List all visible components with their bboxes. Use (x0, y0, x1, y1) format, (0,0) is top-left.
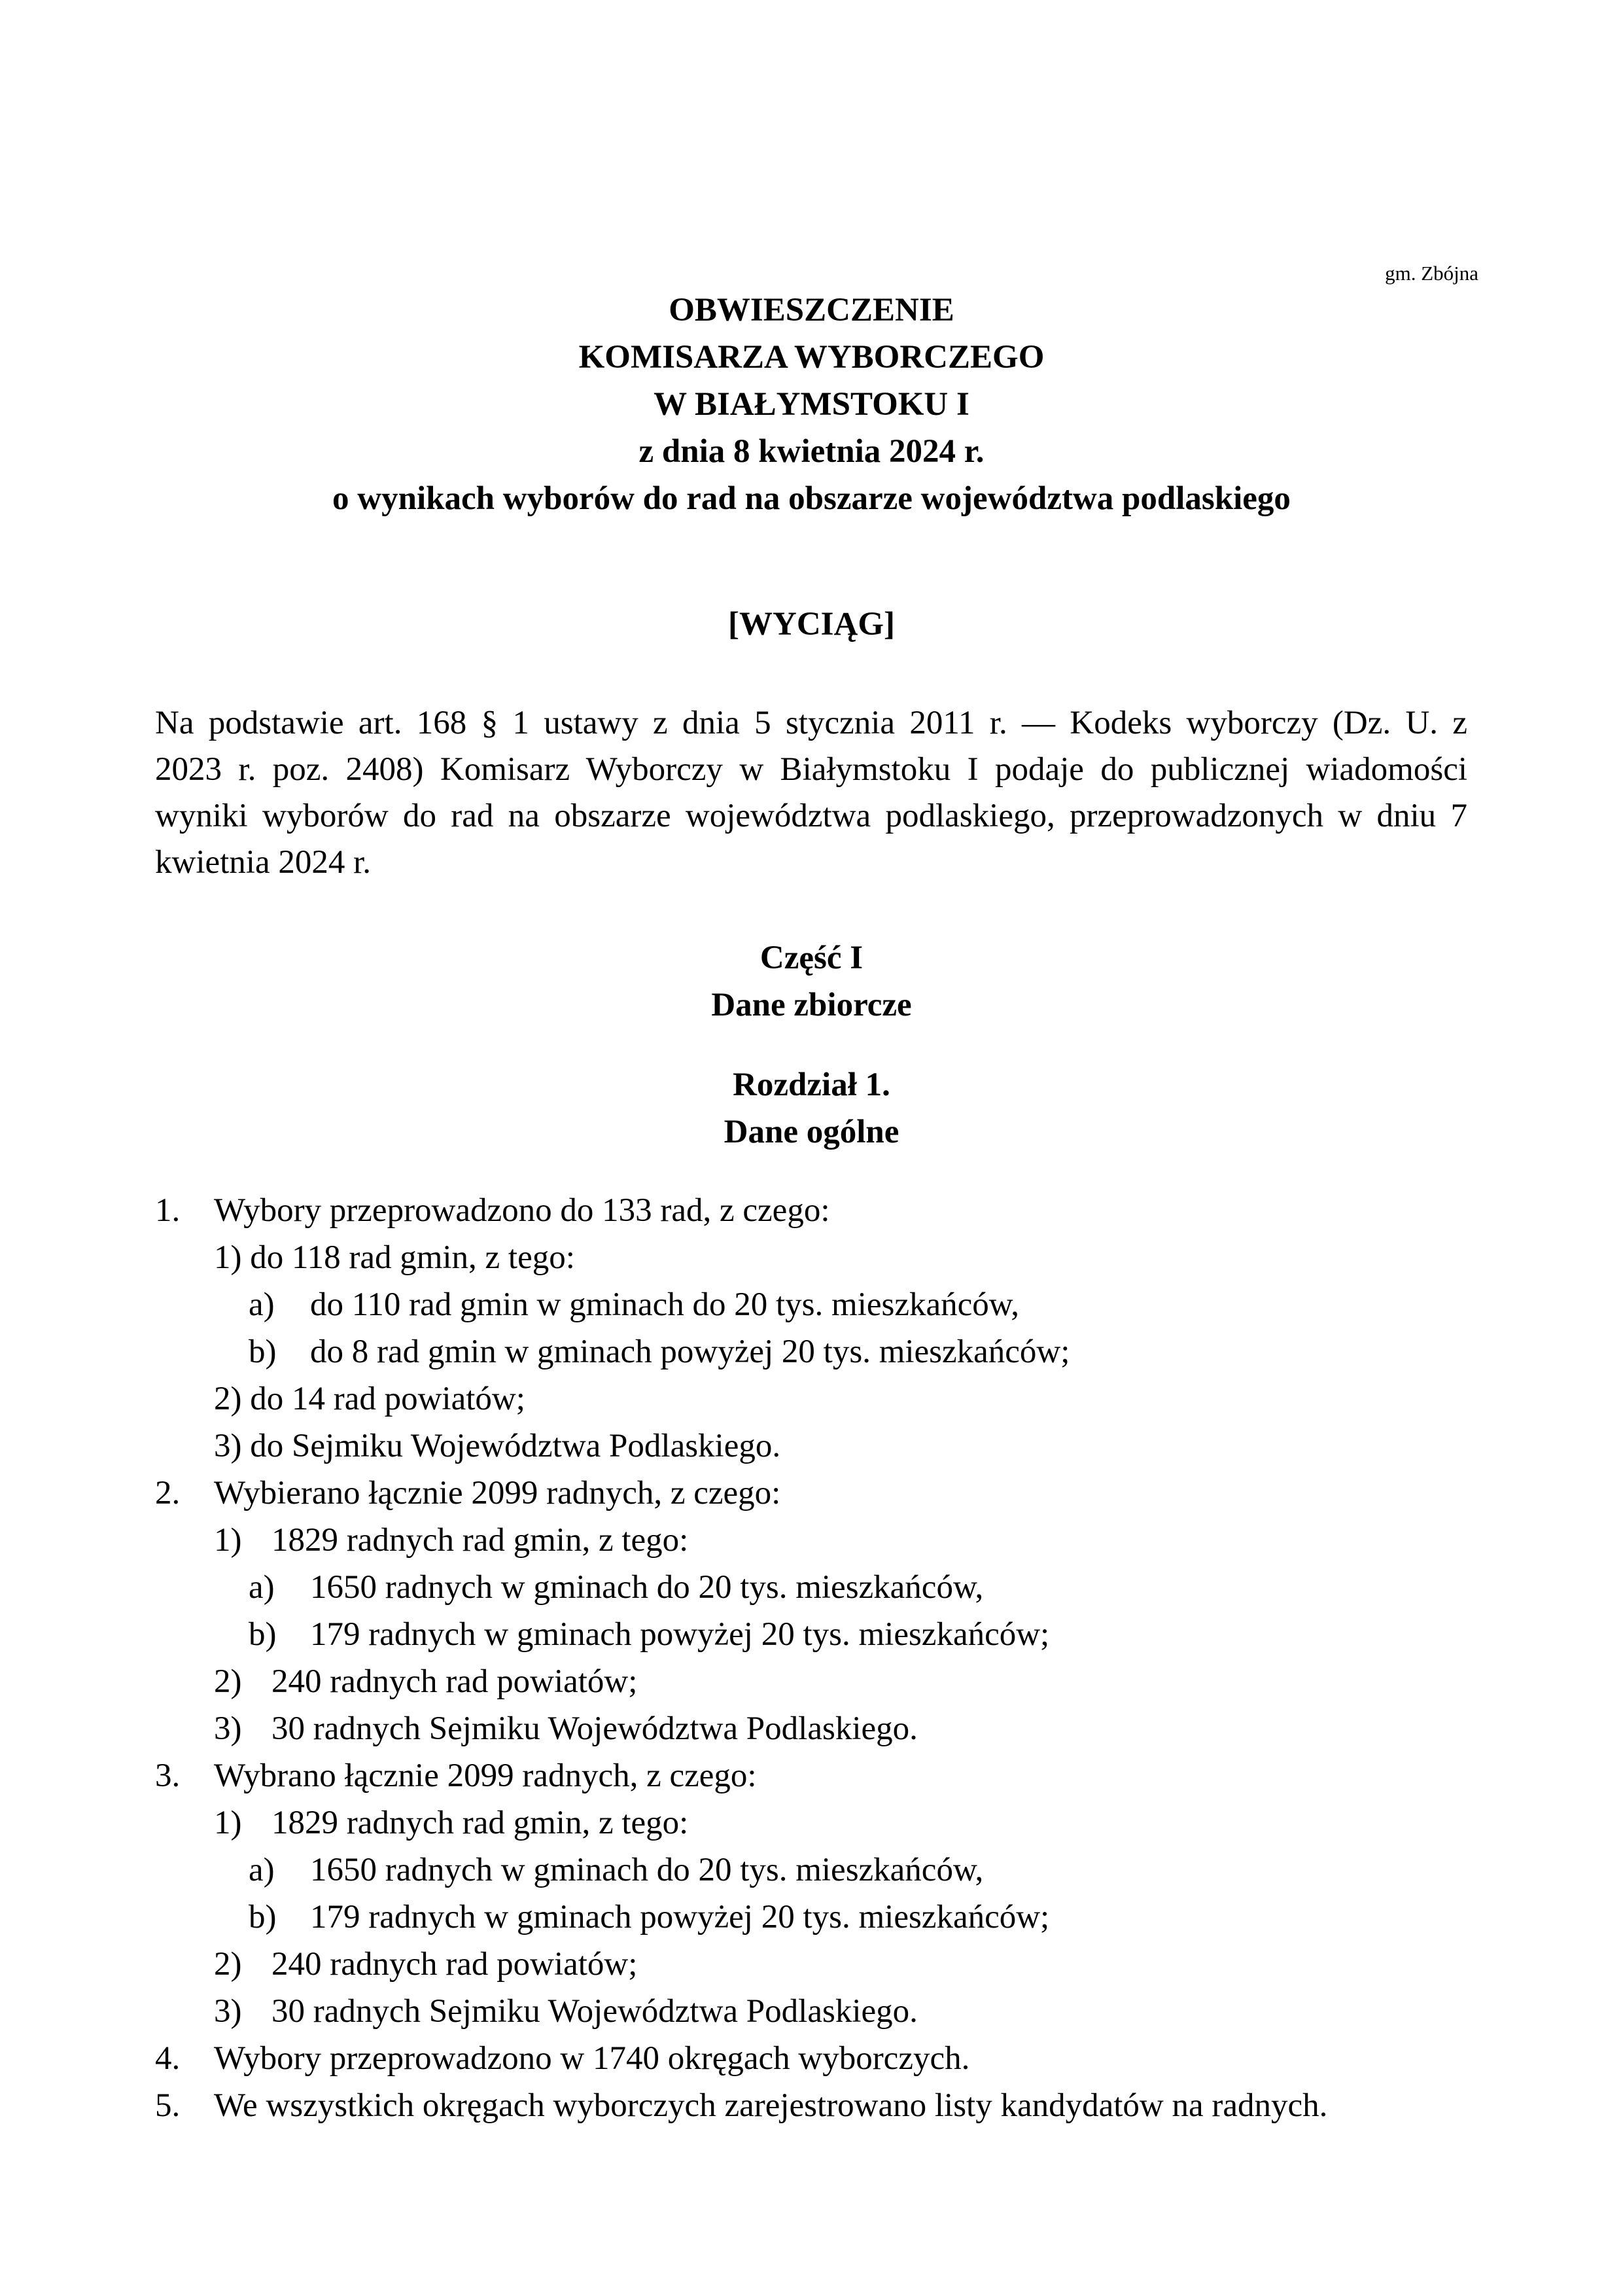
item-text: do 8 rad gmin w gminach powyżej 20 tys. mieszkańców; (310, 1333, 1070, 1370)
header-title: OBWIESZCZENIE (669, 292, 954, 328)
item-text: 179 radnych w gminach powyżej 20 tys. mieszkańców; (310, 1616, 1050, 1653)
chapter-subtitle: Dane ogólne (724, 1114, 899, 1150)
item-number: 5. (155, 2087, 181, 2124)
item-number: 1) (214, 1522, 242, 1559)
header-date: z dnia 8 kwietnia 2024 r. (638, 433, 985, 470)
item-text: 1829 radnych rad gmin, z tego: (271, 1522, 689, 1559)
part-title: Część I (759, 940, 864, 976)
intro-line: 2023 r. poz. 2408) Komisarz Wyborczy w Białymstoku I podaje do publicznej wiadomości (155, 751, 1467, 788)
item-number: 3. (155, 1757, 181, 1794)
item-text: Wybierano łącznie 2099 radnych, z czego: (214, 1475, 781, 1511)
extract-label: [WYCIĄG] (728, 606, 895, 643)
item-text: 240 radnych rad powiatów; (271, 1663, 638, 1700)
item-number: 3) (214, 1993, 242, 2030)
item-text: 3) do Sejmiku Województwa Podlaskiego. (214, 1428, 781, 1464)
item-text: 240 radnych rad powiatów; (271, 1946, 638, 1983)
item-number: a) (249, 1852, 275, 1888)
item-text: 30 radnych Sejmiku Województwa Podlaskiego. (271, 1710, 918, 1747)
item-number: 2. (155, 1475, 181, 1511)
item-number: 3) (214, 1710, 242, 1747)
item-text: Wybory przeprowadzono w 1740 okręgach wyborczych. (214, 2040, 970, 2077)
item-number: b) (249, 1616, 277, 1653)
item-number: 2) (214, 1663, 242, 1700)
list-item (214, 1237, 575, 1279)
item-text: 1650 radnych w gminach do 20 tys. mieszkańców, (310, 1852, 984, 1888)
part-subtitle: Dane zbiorcze (711, 987, 912, 1023)
item-text: 1650 radnych w gminach do 20 tys. mieszkańców, (310, 1569, 984, 1606)
municipality-note: gm. Zbójna (1385, 262, 1478, 285)
item-text: 2) do 14 rad powiatów; (214, 1381, 525, 1417)
intro-paragraph (155, 700, 1467, 886)
item-text: 30 radnych Sejmiku Województwa Podlaskiego. (271, 1993, 918, 2030)
item-text: Wybory przeprowadzono do 133 rad, z czego: (214, 1192, 830, 1229)
chapter-title: Rozdział 1. (733, 1067, 890, 1103)
item-text: 179 radnych w gminach powyżej 20 tys. mieszkańców; (310, 1899, 1050, 1935)
intro-line: kwietnia 2024 r. (155, 844, 372, 881)
list-item (214, 1425, 780, 1467)
item-number: 1. (155, 1192, 181, 1229)
item-number: a) (249, 1286, 275, 1323)
intro-line: Na podstawie art. 168 § 1 ustawy z dnia 5 stycznia 2011 r. — Kodeks wyborczy (Dz. U. z (155, 705, 1467, 741)
item-text: We wszystkich okręgach wyborczych zarejestrowano listy kandydatów na radnych. (214, 2087, 1328, 2124)
item-number: b) (249, 1899, 277, 1935)
header-city: W BIAŁYMSTOKU I (654, 386, 969, 423)
intro-line: wyniki wyborów do rad na obszarze województwa podlaskiego, przeprowadzonych w dniu 7 (155, 798, 1467, 834)
item-number: b) (249, 1333, 277, 1370)
header-authority: KOMISARZA WYBORCZEGO (578, 339, 1045, 376)
list-item (214, 1378, 525, 1420)
item-text: do 110 rad gmin w gminach do 20 tys. mieszkańców, (310, 1286, 1020, 1323)
item-number: 1) (214, 1805, 242, 1841)
item-number: 2) (214, 1946, 242, 1983)
item-text: 1) do 118 rad gmin, z tego: (214, 1239, 575, 1276)
header-subject: o wynikach wyborów do rad na obszarze województwa podlaskiego (332, 480, 1291, 517)
item-number: a) (249, 1569, 275, 1606)
item-text: 1829 radnych rad gmin, z tego: (271, 1805, 689, 1841)
item-number: 4. (155, 2040, 181, 2077)
item-text: Wybrano łącznie 2099 radnych, z czego: (214, 1757, 757, 1794)
